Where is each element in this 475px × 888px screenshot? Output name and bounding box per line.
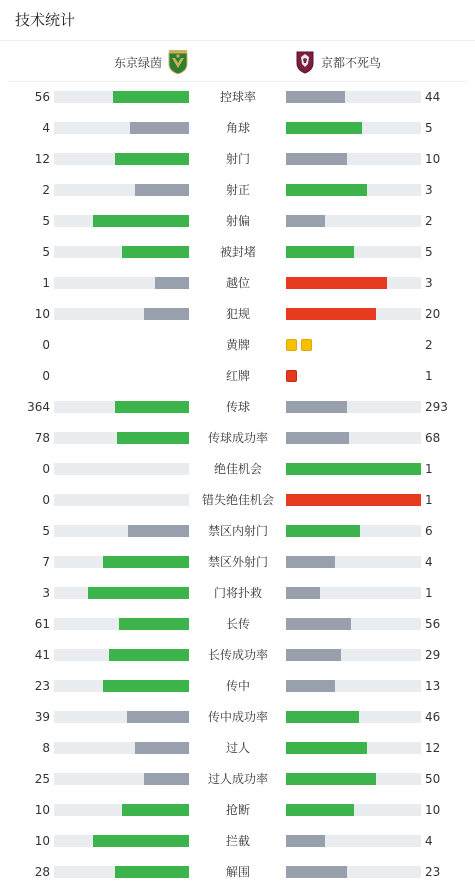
home-value: 78 xyxy=(34,431,50,445)
away-value: 1 xyxy=(425,369,433,383)
away-bar-fill xyxy=(286,525,360,537)
stat-row xyxy=(0,275,475,291)
away-bar-fill xyxy=(286,804,354,816)
away-bar-fill xyxy=(286,556,335,568)
home-bar-track xyxy=(54,556,189,568)
home-team-name: 东京绿茵 xyxy=(113,55,162,70)
away-value: 12 xyxy=(425,741,441,755)
away-bar-track xyxy=(286,246,421,258)
away-value: 20 xyxy=(425,307,441,321)
away-bar-fill xyxy=(286,184,367,196)
yellow-card-icon xyxy=(286,339,297,351)
home-value: 10 xyxy=(34,834,50,848)
home-value: 23 xyxy=(34,679,50,693)
home-bar-track xyxy=(54,804,189,816)
away-bar-track xyxy=(286,184,421,196)
away-bar-fill xyxy=(286,773,376,785)
away-bar-track xyxy=(286,835,421,847)
away-bar-fill xyxy=(286,742,367,754)
home-value: 3 xyxy=(42,586,50,600)
home-bar-fill xyxy=(93,215,189,227)
home-bar-track xyxy=(54,277,189,289)
home-value: 41 xyxy=(34,648,50,662)
away-bar-track xyxy=(286,866,421,878)
away-bar-fill xyxy=(286,835,325,847)
home-bar-track xyxy=(54,835,189,847)
away-bar-fill xyxy=(286,432,349,444)
stat-label: 射正 xyxy=(225,183,250,197)
home-value: 5 xyxy=(42,524,50,538)
away-bar-track xyxy=(286,91,421,103)
stat-label: 传中 xyxy=(225,679,250,693)
away-bar-fill xyxy=(286,680,335,692)
away-cards xyxy=(286,370,301,382)
home-bar-track xyxy=(54,587,189,599)
away-value: 10 xyxy=(425,803,441,817)
home-bar-fill xyxy=(135,184,189,196)
away-bar-fill xyxy=(286,215,325,227)
stat-row xyxy=(0,585,475,601)
away-bar-track xyxy=(286,494,421,506)
stat-label: 传球成功率 xyxy=(207,431,268,445)
home-bar-track xyxy=(54,401,189,413)
home-bar-track xyxy=(54,463,189,475)
home-bar-fill xyxy=(144,308,189,320)
stat-row xyxy=(0,337,475,353)
away-bar-track xyxy=(286,804,421,816)
home-bar-track xyxy=(54,525,189,537)
stat-label: 越位 xyxy=(225,276,250,290)
away-value: 5 xyxy=(425,121,433,135)
stat-row xyxy=(0,523,475,539)
away-bar-track xyxy=(286,432,421,444)
home-value: 0 xyxy=(42,462,50,476)
home-bar-track xyxy=(54,153,189,165)
home-bar-fill xyxy=(119,618,189,630)
away-value: 3 xyxy=(425,183,433,197)
stat-label: 控球率 xyxy=(219,90,256,104)
home-bar-track xyxy=(54,308,189,320)
away-bar-track xyxy=(286,587,421,599)
home-value: 10 xyxy=(34,307,50,321)
yellow-card-icon xyxy=(301,339,312,351)
away-value: 1 xyxy=(425,493,433,507)
away-bar-fill xyxy=(286,277,387,289)
stat-label: 抢断 xyxy=(225,803,250,817)
stat-label: 禁区外射门 xyxy=(207,555,268,569)
away-value: 68 xyxy=(425,431,441,445)
stat-label: 解围 xyxy=(225,865,250,879)
away-bar-track xyxy=(286,277,421,289)
away-bar-track xyxy=(286,463,421,475)
away-value: 1 xyxy=(425,586,433,600)
home-value: 2 xyxy=(42,183,50,197)
away-bar-track xyxy=(286,649,421,661)
away-bar-fill xyxy=(286,153,347,165)
stat-row xyxy=(0,399,475,415)
home-bar-fill xyxy=(144,773,189,785)
stat-row xyxy=(0,647,475,663)
stat-row xyxy=(0,709,475,725)
home-value: 10 xyxy=(34,803,50,817)
home-value: 0 xyxy=(42,369,50,383)
stat-row xyxy=(0,864,475,880)
away-value: 2 xyxy=(425,214,433,228)
away-team-crest-icon xyxy=(295,50,315,74)
stat-label: 黄牌 xyxy=(225,338,250,352)
home-bar-fill xyxy=(135,742,189,754)
home-bar-track xyxy=(54,494,189,506)
stat-label: 禁区内射门 xyxy=(207,524,268,538)
away-bar-fill xyxy=(286,246,354,258)
home-bar-track xyxy=(54,184,189,196)
away-value: 29 xyxy=(425,648,441,662)
stat-row xyxy=(0,740,475,756)
stat-row xyxy=(0,120,475,136)
home-bar-fill xyxy=(155,277,189,289)
home-value: 12 xyxy=(34,152,50,166)
away-bar-track xyxy=(286,122,421,134)
home-bar-fill xyxy=(93,835,189,847)
stat-label: 传球 xyxy=(225,400,250,414)
away-value: 13 xyxy=(425,679,441,693)
away-value: 4 xyxy=(425,834,433,848)
home-bar-track xyxy=(54,649,189,661)
home-bar-fill xyxy=(130,122,189,134)
away-value: 1 xyxy=(425,462,433,476)
home-value: 364 xyxy=(27,400,50,414)
home-bar-fill xyxy=(88,587,189,599)
home-bar-track xyxy=(54,742,189,754)
page-title: 技术统计 xyxy=(15,11,76,29)
stat-row xyxy=(0,306,475,322)
away-bar-track xyxy=(286,680,421,692)
home-value: 8 xyxy=(42,741,50,755)
home-team[interactable] xyxy=(114,50,188,74)
away-bar-fill xyxy=(286,587,320,599)
away-bar-fill xyxy=(286,463,421,475)
home-bar-track xyxy=(54,432,189,444)
home-bar-track xyxy=(54,122,189,134)
stat-label: 错失绝佳机会 xyxy=(201,493,274,507)
away-value: 23 xyxy=(425,865,441,879)
away-value: 293 xyxy=(425,400,448,414)
stat-row xyxy=(0,461,475,477)
stat-row xyxy=(0,833,475,849)
home-value: 1 xyxy=(42,276,50,290)
home-team-crest-icon xyxy=(168,50,188,74)
away-bar-fill xyxy=(286,401,347,413)
away-value: 6 xyxy=(425,524,433,538)
away-value: 2 xyxy=(425,338,433,352)
home-value: 5 xyxy=(42,245,50,259)
away-bar-track xyxy=(286,401,421,413)
home-value: 61 xyxy=(34,617,50,631)
away-value: 3 xyxy=(425,276,433,290)
stat-row xyxy=(0,244,475,260)
home-bar-track xyxy=(54,618,189,630)
home-bar-fill xyxy=(103,556,189,568)
away-bar-fill xyxy=(286,649,341,661)
away-value: 46 xyxy=(425,710,441,724)
away-bar-fill xyxy=(286,494,421,506)
home-bar-fill xyxy=(122,246,190,258)
stat-label: 长传成功率 xyxy=(207,648,268,662)
stat-row xyxy=(0,182,475,198)
away-bar-fill xyxy=(286,711,359,723)
away-bar-track xyxy=(286,153,421,165)
stat-row xyxy=(0,151,475,167)
home-value: 39 xyxy=(34,710,50,724)
stat-label: 绝佳机会 xyxy=(213,462,262,476)
stat-row xyxy=(0,802,475,818)
home-value: 5 xyxy=(42,214,50,228)
home-value: 0 xyxy=(42,493,50,507)
stat-row xyxy=(0,678,475,694)
stat-label: 犯规 xyxy=(225,307,250,321)
stat-label: 被封堵 xyxy=(219,245,256,259)
home-bar-track xyxy=(54,866,189,878)
stat-label: 过人 xyxy=(225,741,250,755)
away-bar-fill xyxy=(286,866,347,878)
home-bar-fill xyxy=(122,804,190,816)
away-value: 50 xyxy=(425,772,441,786)
home-bar-fill xyxy=(115,866,189,878)
stat-label: 拦截 xyxy=(225,834,250,848)
home-bar-fill xyxy=(117,432,189,444)
stat-label: 射门 xyxy=(225,152,250,166)
home-bar-fill xyxy=(115,401,189,413)
away-team[interactable] xyxy=(295,50,381,74)
home-bar-fill xyxy=(113,91,189,103)
away-value: 10 xyxy=(425,152,441,166)
away-bar-track xyxy=(286,308,421,320)
home-bar-fill xyxy=(127,711,189,723)
stat-label: 过人成功率 xyxy=(207,772,268,786)
home-bar-track xyxy=(54,91,189,103)
away-team-name: 京都不死鸟 xyxy=(321,55,382,70)
stat-row xyxy=(0,89,475,105)
stat-row xyxy=(0,616,475,632)
stat-row xyxy=(0,430,475,446)
away-bar-fill xyxy=(286,91,345,103)
home-value: 28 xyxy=(34,865,50,879)
stat-label: 红牌 xyxy=(225,369,250,383)
home-bar-track xyxy=(54,680,189,692)
home-bar-track xyxy=(54,246,189,258)
stat-label: 传中成功率 xyxy=(207,710,268,724)
away-bar-fill xyxy=(286,618,351,630)
away-value: 4 xyxy=(425,555,433,569)
home-bar-track xyxy=(54,773,189,785)
stat-row xyxy=(0,213,475,229)
home-bar-fill xyxy=(109,649,189,661)
home-bar-fill xyxy=(103,680,189,692)
stat-row xyxy=(0,492,475,508)
stat-label: 门将扑救 xyxy=(213,586,262,600)
away-bar-track xyxy=(286,711,421,723)
stat-label: 角球 xyxy=(225,121,250,135)
home-bar-track xyxy=(54,215,189,227)
away-value: 5 xyxy=(425,245,433,259)
away-value: 56 xyxy=(425,617,441,631)
divider xyxy=(0,40,475,41)
home-bar-fill xyxy=(115,153,189,165)
home-value: 0 xyxy=(42,338,50,352)
home-bar-fill xyxy=(128,525,189,537)
away-cards xyxy=(286,339,316,351)
stat-row xyxy=(0,368,475,384)
home-value: 7 xyxy=(42,555,50,569)
away-bar-track xyxy=(286,525,421,537)
away-bar-track xyxy=(286,618,421,630)
red-card-icon xyxy=(286,370,297,382)
stat-row xyxy=(0,554,475,570)
away-bar-fill xyxy=(286,308,376,320)
away-bar-track xyxy=(286,742,421,754)
home-value: 56 xyxy=(34,90,50,104)
away-bar-track xyxy=(286,215,421,227)
away-bar-track xyxy=(286,773,421,785)
stat-label: 射偏 xyxy=(225,214,250,228)
divider xyxy=(8,81,466,82)
away-bar-track xyxy=(286,556,421,568)
away-value: 44 xyxy=(425,90,441,104)
stat-label: 长传 xyxy=(225,617,250,631)
away-bar-fill xyxy=(286,122,362,134)
stat-row xyxy=(0,771,475,787)
home-bar-track xyxy=(54,711,189,723)
home-value: 25 xyxy=(34,772,50,786)
home-value: 4 xyxy=(42,121,50,135)
